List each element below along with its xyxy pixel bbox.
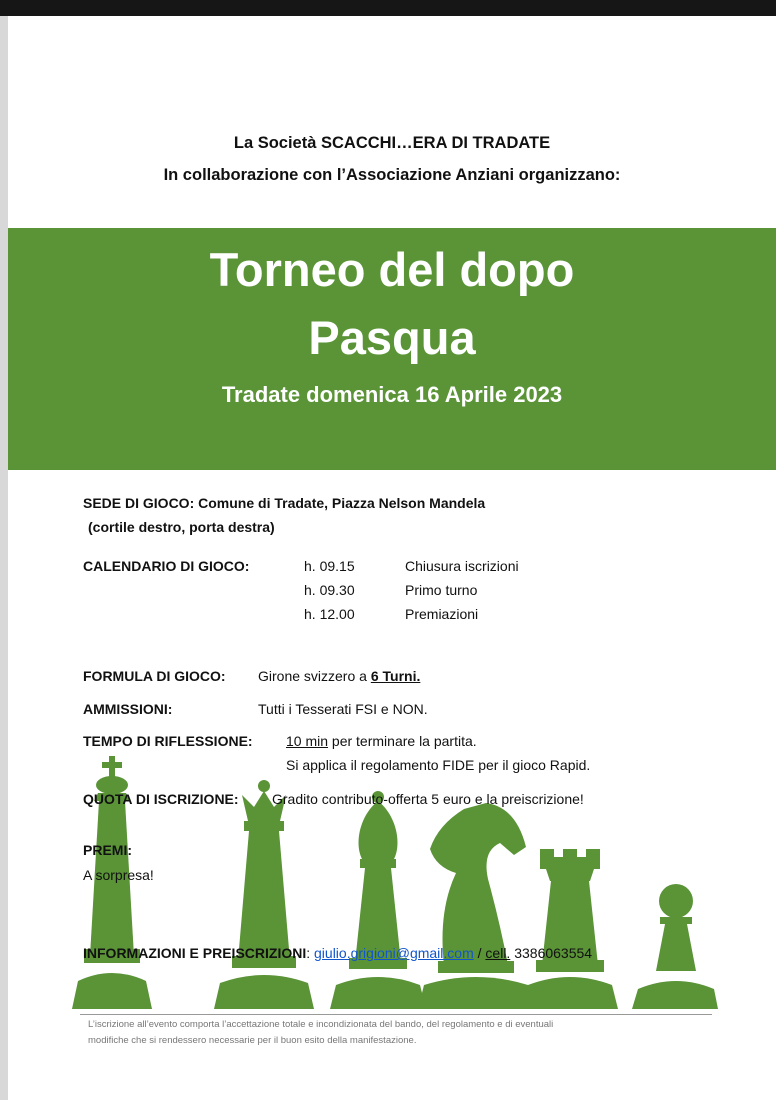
tempo-text: per terminare la partita.: [328, 733, 477, 749]
disclaimer-line2: modifiche che si rendessero necessarie per il buon esito della manifestazione.: [88, 1035, 417, 1046]
window-top-bar: [0, 0, 776, 16]
event-date: Tradate domenica 16 Aprile 2023: [221, 382, 563, 407]
chess-rook-icon: [522, 849, 618, 1009]
premi-value: A sorpresa!: [83, 867, 154, 883]
footer-divider: [80, 1014, 712, 1015]
chess-bishop-icon: [330, 791, 426, 1009]
ammissioni-value: Tutti i Tesserati FSI e NON.: [258, 701, 428, 717]
cell-label: cell.: [485, 945, 511, 961]
quota-label: QUOTA DI ISCRIZIONE:: [83, 791, 239, 807]
info-row: [83, 945, 592, 961]
page-left-edge: [0, 16, 8, 1100]
sede-note: (cortile destro, porta destra): [88, 519, 275, 535]
chess-knight-icon: [418, 803, 534, 1009]
schedule-time: h. 12.00: [304, 606, 355, 622]
chess-pawn-icon: [632, 884, 718, 1009]
ammissioni-label: AMMISSIONI:: [83, 701, 173, 717]
schedule-event: Chiusura iscrizioni: [405, 558, 519, 574]
formula-rounds: 6 Turni.: [370, 668, 421, 684]
schedule-event: Primo turno: [405, 582, 478, 598]
schedule-time: h. 09.15: [304, 558, 355, 574]
formula-text: Girone svizzero a: [258, 668, 371, 684]
tempo-minutes: 10 min: [286, 733, 329, 749]
sede-label: SEDE DI GIOCO:: [83, 495, 195, 511]
tempo-value: [286, 733, 477, 749]
schedule-event: Premiazioni: [405, 606, 479, 622]
collaboration-line: In collaborazione con l’Associazione Anziani organizzano:: [163, 166, 621, 184]
schedule-time: h. 09.30: [304, 582, 355, 598]
title-banner: [8, 228, 776, 470]
premi-label: PREMI:: [83, 842, 132, 858]
formula-value: [258, 668, 420, 684]
sede-row: [83, 495, 485, 511]
sede-value: Comune di Tradate, Piazza Nelson Mandela: [198, 495, 486, 511]
flyer-page: [8, 16, 776, 1100]
quota-value: Gradito contributo-offerta 5 euro e la preiscrizione!: [272, 791, 584, 807]
calendario-label: CALENDARIO DI GIOCO:: [83, 558, 250, 574]
info-label: INFORMAZIONI E PREISCRIZIONI: [83, 945, 307, 961]
event-title-line2: Pasqua: [308, 311, 476, 364]
disclaimer-line1: L’iscrizione all’evento comporta l’accettazione totale e incondizionata del bando, del regolamento e di eventuali: [88, 1019, 554, 1030]
tempo-label: TEMPO DI RIFLESSIONE:: [83, 733, 253, 749]
info-colon: :: [306, 945, 311, 961]
tempo-rules: Si applica il regolamento FIDE per il gioco Rapid.: [286, 757, 591, 773]
email-link[interactable]: giulio.grigioni@gmail.com: [314, 945, 474, 961]
info-separator: /: [473, 945, 486, 961]
formula-label: FORMULA DI GIOCO:: [83, 668, 226, 684]
event-title-line1: Torneo del dopo: [209, 243, 575, 296]
chess-queen-icon: [214, 780, 314, 1009]
organizer-line: La Società SCACCHI…ERA DI TRADATE: [233, 134, 551, 152]
cell-number: 3386063554: [510, 945, 593, 961]
